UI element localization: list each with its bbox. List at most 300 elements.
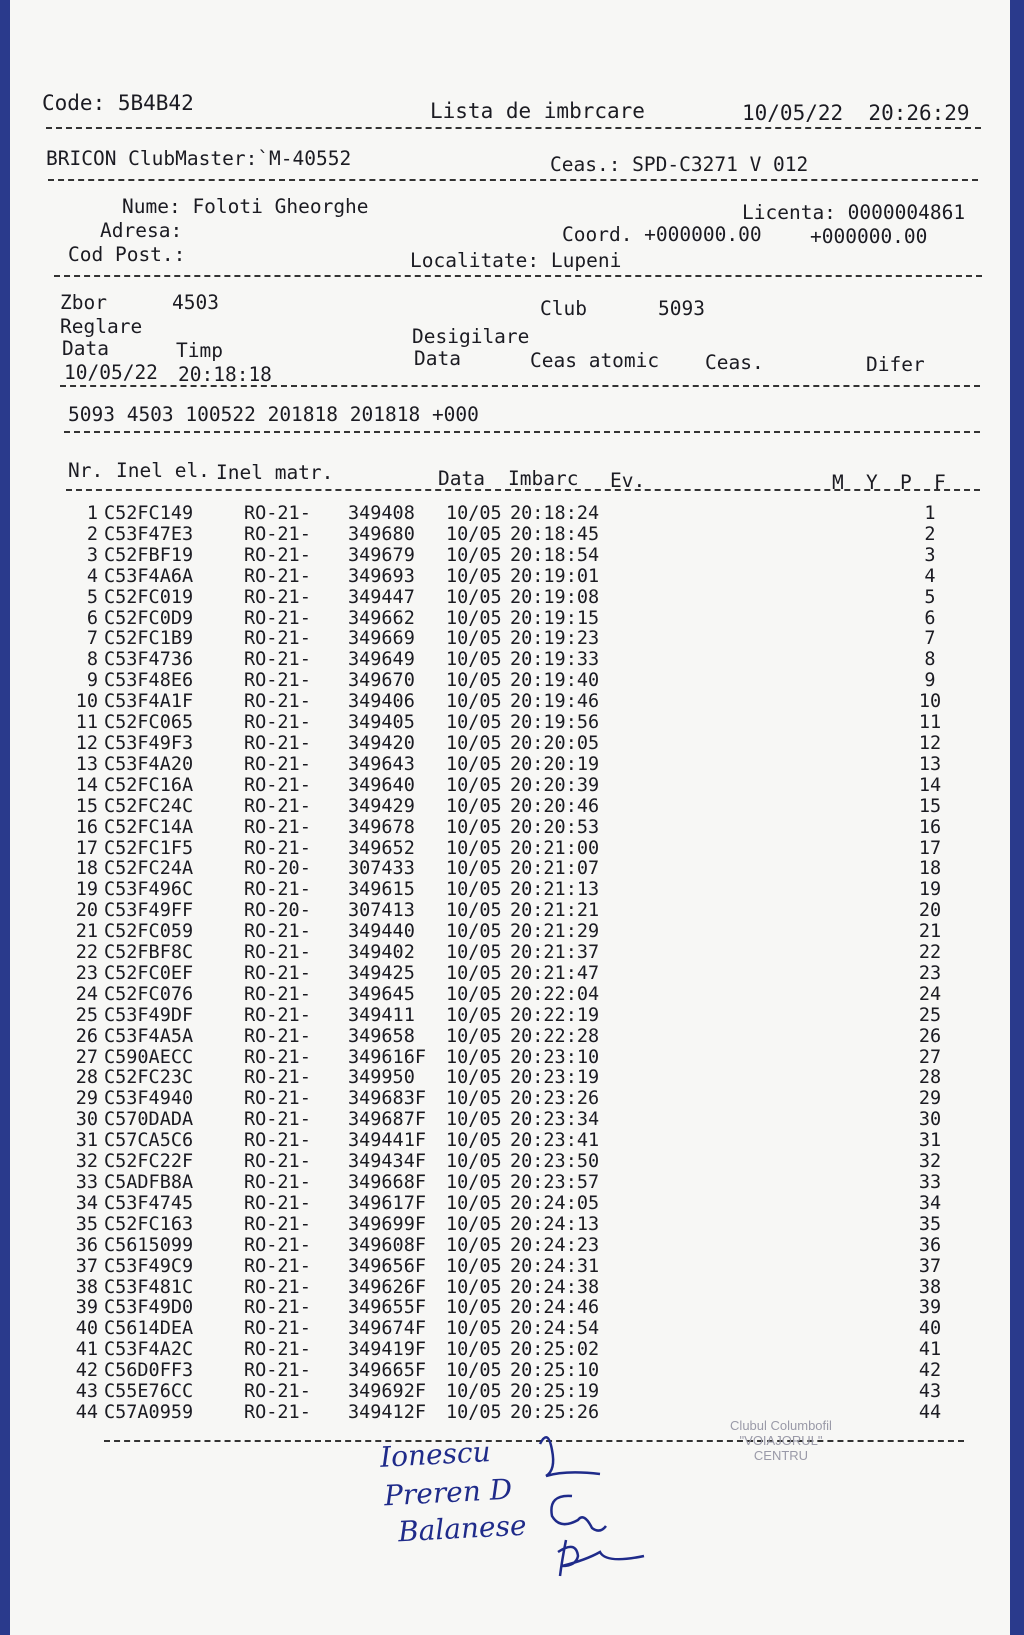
ring-number: 349645 — [348, 983, 415, 1005]
ring-prefix: RO-21- — [244, 1088, 311, 1110]
table-row — [40, 985, 950, 1006]
ring-prefix: RO-21- — [244, 1401, 311, 1423]
ring-electronic: C590AECC — [104, 1046, 194, 1068]
m-value: 14 — [918, 774, 942, 796]
ring-prefix: RO-21- — [244, 732, 311, 754]
row-number: 42 — [75, 1360, 98, 1382]
ring-number: 349652 — [348, 837, 415, 859]
ring-prefix: RO-21- — [244, 691, 311, 713]
m-value: 1 — [924, 503, 936, 524]
boarding-date: 10/05 — [446, 1213, 502, 1235]
table-row — [40, 504, 950, 525]
row-number: 20 — [75, 900, 98, 922]
row-number: 17 — [75, 837, 98, 859]
row-number: 16 — [75, 816, 98, 838]
address-label: Adresa: — [100, 219, 183, 242]
m-value: 27 — [918, 1046, 942, 1068]
ring-prefix: RO-21- — [244, 670, 311, 692]
stamp-line-1: Clubul Columbofil — [730, 1418, 832, 1433]
club-number: 5093 — [658, 297, 705, 320]
date-label: Data — [62, 337, 109, 360]
boarding-time: 20:23:57 — [510, 1172, 600, 1193]
table-row — [40, 1382, 950, 1403]
ring-electronic: C52FC019 — [104, 586, 194, 608]
m-value: 32 — [918, 1151, 942, 1173]
m-value: 20 — [918, 900, 942, 922]
m-value: 39 — [918, 1297, 942, 1319]
boarding-time: 20:19:33 — [510, 649, 600, 671]
m-value: 40 — [918, 1318, 942, 1340]
row-number: 44 — [75, 1401, 98, 1423]
m-value: 19 — [918, 879, 942, 901]
ring-prefix: RO-21- — [244, 753, 311, 775]
ring-number: 349441F — [348, 1130, 426, 1152]
row-number: 39 — [75, 1297, 98, 1319]
ring-number: 349950 — [348, 1067, 415, 1089]
boarding-time: 20:23:10 — [510, 1046, 600, 1068]
m-value: 25 — [918, 1004, 942, 1026]
boarding-date: 10/05 — [446, 858, 502, 880]
col-event: Ev. — [610, 469, 646, 492]
boarding-time: 20:19:23 — [510, 628, 600, 650]
ring-electronic: C52FC149 — [104, 503, 194, 524]
postal-code-label: Cod Post.: — [68, 243, 186, 266]
ring-number: 349640 — [348, 774, 415, 796]
divider — [66, 489, 980, 491]
table-row — [40, 1319, 950, 1340]
ring-electronic: C52FC1F5 — [104, 837, 194, 859]
ring-prefix: RO-21- — [244, 1192, 311, 1214]
boarding-date: 10/05 — [446, 1004, 502, 1026]
signature-name-1: Ionescu — [379, 1435, 492, 1474]
table-row — [40, 859, 950, 880]
col-date: Data — [438, 467, 485, 490]
table-row — [40, 1048, 950, 1069]
ring-prefix: RO-21- — [244, 879, 311, 901]
ring-number: 349692F — [348, 1381, 426, 1403]
boarding-time: 20:25:19 — [510, 1381, 600, 1403]
ring-electronic: C52FC24C — [104, 795, 194, 817]
row-number: 18 — [75, 858, 98, 880]
ring-prefix: RO-21- — [244, 1067, 311, 1089]
ring-prefix: RO-21- — [244, 1004, 311, 1026]
ring-number: 349658 — [348, 1025, 415, 1047]
ring-prefix: RO-21- — [244, 983, 311, 1005]
boarding-date: 10/05 — [446, 900, 502, 922]
ring-prefix: RO-21- — [244, 712, 311, 734]
summary-line: 5093 4503 100522 201818 201818 +000 — [68, 403, 479, 426]
ring-electronic: C570DADA — [104, 1109, 194, 1131]
unsealing-label: Desigilare — [412, 325, 530, 348]
row-number: 14 — [75, 774, 98, 796]
boarding-date: 10/05 — [446, 942, 502, 964]
boarding-date: 10/05 — [446, 732, 502, 754]
table-row — [40, 1215, 950, 1236]
m-value: 44 — [918, 1401, 942, 1423]
table-row — [40, 692, 950, 713]
row-number: 8 — [86, 649, 98, 671]
ring-number: 349668F — [348, 1172, 426, 1193]
ring-number: 349440 — [348, 921, 415, 943]
boarding-date: 10/05 — [446, 1192, 502, 1214]
ring-prefix: RO-21- — [244, 942, 311, 964]
ring-number: 349402 — [348, 942, 415, 964]
boarding-date: 10/05 — [446, 962, 502, 984]
ring-prefix: RO-21- — [244, 1046, 311, 1068]
boarding-date: 10/05 — [446, 1297, 502, 1319]
ring-number: 349617F — [348, 1192, 426, 1214]
m-value: 3 — [924, 544, 936, 566]
boarding-time: 20:22:04 — [510, 983, 600, 1005]
boarding-time: 20:20:46 — [510, 795, 600, 817]
boarding-table — [40, 504, 950, 1424]
row-number: 12 — [75, 732, 98, 754]
m-value: 13 — [918, 753, 942, 775]
row-number: 31 — [75, 1130, 98, 1152]
row-number: 27 — [75, 1046, 98, 1068]
ring-number: 349429 — [348, 795, 415, 817]
ring-prefix: RO-20- — [244, 900, 311, 922]
row-number: 13 — [75, 753, 98, 775]
ring-prefix: RO-21- — [244, 1130, 311, 1152]
table-row — [40, 839, 950, 860]
boarding-date: 10/05 — [446, 712, 502, 734]
ring-number: 349608F — [348, 1234, 426, 1256]
ring-electronic: C53F49D0 — [104, 1297, 194, 1319]
row-number: 19 — [75, 879, 98, 901]
divider — [64, 431, 980, 433]
ring-prefix: RO-21- — [244, 921, 311, 943]
boarding-date: 10/05 — [446, 1401, 502, 1423]
ring-number: 349408 — [348, 503, 415, 524]
m-value: 36 — [918, 1234, 942, 1256]
table-row — [40, 1131, 950, 1152]
boarding-date: 10/05 — [446, 586, 502, 608]
row-number: 21 — [75, 921, 98, 943]
divider — [46, 127, 981, 129]
boarding-time: 20:25:26 — [510, 1401, 600, 1423]
boarding-time: 20:19:01 — [510, 565, 600, 587]
boarding-date: 10/05 — [446, 1381, 502, 1403]
boarding-time: 20:25:10 — [510, 1360, 600, 1382]
setting-label: Reglare — [60, 315, 143, 338]
club-stamp — [686, 1418, 876, 1463]
boarding-date: 10/05 — [446, 1339, 502, 1361]
ring-number: 349662 — [348, 607, 415, 629]
row-number: 25 — [75, 1004, 98, 1026]
table-row — [40, 1257, 950, 1278]
code-label: Code: 5B4B42 — [42, 91, 194, 115]
ring-prefix: RO-21- — [244, 816, 311, 838]
table-row — [40, 1278, 950, 1299]
m-value: 17 — [918, 837, 942, 859]
boarding-date: 10/05 — [446, 1130, 502, 1152]
table-row — [40, 1152, 950, 1173]
ring-prefix: RO-21- — [244, 607, 311, 629]
ring-electronic: C52FC163 — [104, 1213, 194, 1235]
setting-date: 10/05/22 — [64, 361, 158, 384]
ring-number: 349447 — [348, 586, 415, 608]
row-number: 22 — [75, 942, 98, 964]
row-number: 29 — [75, 1088, 98, 1110]
m-value: 30 — [918, 1109, 942, 1131]
boarding-date: 10/05 — [446, 795, 502, 817]
m-value: 8 — [924, 649, 936, 671]
boarding-date: 10/05 — [446, 523, 502, 545]
boarding-time: 20:22:28 — [510, 1025, 600, 1047]
ring-electronic: C52FC14A — [104, 816, 194, 838]
ring-number: 349656F — [348, 1255, 426, 1277]
boarding-date: 10/05 — [446, 1088, 502, 1110]
row-number: 28 — [75, 1067, 98, 1089]
ring-number: 349680 — [348, 523, 415, 545]
ring-prefix: RO-21- — [244, 1255, 311, 1277]
col-boarding: Imbarc — [508, 467, 579, 490]
row-number: 32 — [75, 1151, 98, 1173]
table-row — [40, 1089, 950, 1110]
ring-prefix: RO-21- — [244, 1151, 311, 1173]
ring-prefix: RO-20- — [244, 858, 311, 880]
m-value: 29 — [918, 1088, 942, 1110]
m-value: 35 — [918, 1213, 942, 1235]
ring-electronic: C5615099 — [104, 1234, 194, 1256]
row-number: 9 — [86, 670, 98, 692]
table-row — [40, 1006, 950, 1027]
boarding-time: 20:24:54 — [510, 1318, 600, 1340]
boarding-time: 20:18:54 — [510, 544, 600, 566]
ring-electronic: C53F4736 — [104, 649, 194, 671]
ring-prefix: RO-21- — [244, 1297, 311, 1319]
ring-electronic: C57CA5C6 — [104, 1130, 194, 1152]
boarding-date: 10/05 — [446, 879, 502, 901]
ring-electronic: C53F4A1F — [104, 691, 194, 713]
boarding-time: 20:21:07 — [510, 858, 600, 880]
ring-number: 349434F — [348, 1151, 426, 1173]
row-number: 36 — [75, 1234, 98, 1256]
license-number: Licenta: 0000004861 — [742, 201, 966, 224]
ring-prefix: RO-21- — [244, 565, 311, 587]
owner-name: Nume: Foloti Gheorghe — [122, 195, 369, 218]
ring-number: 349411 — [348, 1004, 415, 1026]
m-value: 5 — [924, 586, 936, 608]
boarding-date: 10/05 — [446, 649, 502, 671]
boarding-date: 10/05 — [446, 1067, 502, 1089]
ring-electronic: C52FC22F — [104, 1151, 194, 1173]
ring-electronic: C53F4745 — [104, 1192, 194, 1214]
club-label: Club — [540, 297, 587, 320]
row-number: 23 — [75, 962, 98, 984]
boarding-date: 10/05 — [446, 1255, 502, 1277]
boarding-time: 20:20:19 — [510, 753, 600, 775]
row-number: 6 — [86, 607, 98, 629]
ring-number: 349615 — [348, 879, 415, 901]
m-value: 15 — [918, 795, 942, 817]
row-number: 1 — [86, 503, 98, 524]
m-value: 2 — [924, 523, 936, 545]
table-row — [40, 525, 950, 546]
m-value: 11 — [918, 712, 942, 734]
m-value: 16 — [918, 816, 942, 838]
row-number: 26 — [75, 1025, 98, 1047]
col-f: F — [934, 471, 946, 494]
table-row — [40, 609, 950, 630]
ring-electronic: C52FC1B9 — [104, 628, 194, 650]
boarding-time: 20:18:24 — [510, 503, 600, 524]
ring-electronic: C57A0959 — [104, 1401, 194, 1423]
stamp-line-3: CENTRU — [753, 1448, 809, 1463]
ring-number: 349412F — [348, 1401, 426, 1423]
ring-electronic: C52FC0EF — [104, 962, 194, 984]
table-row — [40, 1068, 950, 1089]
table-row — [40, 1194, 950, 1215]
row-number: 24 — [75, 983, 98, 1005]
ring-number: 349616F — [348, 1046, 426, 1068]
stamp-line-2: "VOIAJORUL" — [739, 1433, 823, 1448]
ring-number: 349669 — [348, 628, 415, 650]
ring-prefix: RO-21- — [244, 1213, 311, 1235]
table-row — [40, 964, 950, 985]
m-value: 4 — [924, 565, 936, 587]
boarding-time: 20:23:41 — [510, 1130, 600, 1152]
m-value: 21 — [918, 921, 942, 943]
flight-label: Zbor — [60, 291, 107, 314]
m-value: 6 — [924, 607, 936, 629]
ring-electronic: C56D0FF3 — [104, 1360, 194, 1382]
ring-number: 349693 — [348, 565, 415, 587]
table-row — [40, 567, 950, 588]
ring-electronic: C52FC24A — [104, 858, 194, 880]
boarding-date: 10/05 — [446, 628, 502, 650]
boarding-time: 20:23:50 — [510, 1151, 600, 1173]
ring-number: 307433 — [348, 858, 415, 880]
m-value: 10 — [918, 691, 942, 713]
document-title: Lista de imbrcare — [430, 99, 645, 123]
ring-electronic: C52FC23C — [104, 1067, 194, 1089]
row-number: 41 — [75, 1339, 98, 1361]
ring-number: 349674F — [348, 1318, 426, 1340]
ring-electronic: C53F49F3 — [104, 732, 194, 754]
setting-time: 20:18:18 — [178, 363, 272, 386]
ring-electronic: C52FC0D9 — [104, 607, 194, 629]
row-number: 11 — [75, 712, 98, 734]
m-value: 18 — [918, 858, 942, 880]
ring-electronic: C52FC076 — [104, 983, 194, 1005]
m-value: 37 — [918, 1255, 942, 1277]
table-row — [40, 734, 950, 755]
ring-number: 349649 — [348, 649, 415, 671]
boarding-date: 10/05 — [446, 1276, 502, 1298]
boarding-time: 20:21:47 — [510, 962, 600, 984]
boarding-time: 20:18:45 — [510, 523, 600, 545]
clock-label: Ceas. — [705, 351, 764, 374]
m-value: 12 — [918, 732, 942, 754]
row-number: 5 — [86, 586, 98, 608]
table-row — [40, 943, 950, 964]
row-number: 35 — [75, 1213, 98, 1235]
ring-prefix: RO-21- — [244, 523, 311, 545]
boarding-date: 10/05 — [446, 753, 502, 775]
row-number: 15 — [75, 795, 98, 817]
boarding-time: 20:23:19 — [510, 1067, 600, 1089]
signature-name-2: Preren D — [383, 1472, 513, 1513]
m-value: 22 — [918, 942, 942, 964]
boarding-date: 10/05 — [446, 607, 502, 629]
table-row — [40, 1298, 950, 1319]
ring-electronic: C53F4940 — [104, 1088, 194, 1110]
ring-number: 349406 — [348, 691, 415, 713]
coordinates: Coord. +000000.00 — [562, 223, 762, 246]
ring-electronic: C53F4A5A — [104, 1025, 194, 1047]
boarding-date: 10/05 — [446, 983, 502, 1005]
boarding-date: 10/05 — [446, 1318, 502, 1340]
row-number: 3 — [86, 544, 98, 566]
ring-number: 349626F — [348, 1276, 426, 1298]
ring-prefix: RO-21- — [244, 962, 311, 984]
ring-electronic: C5ADFB8A — [104, 1172, 194, 1193]
boarding-time: 20:25:02 — [510, 1339, 600, 1361]
ring-electronic: C53F4A6A — [104, 565, 194, 587]
ring-number: 349643 — [348, 753, 415, 775]
m-value: 38 — [918, 1276, 942, 1298]
table-row — [40, 671, 950, 692]
time-label: Timp — [176, 339, 223, 362]
ring-electronic: C53F47E3 — [104, 523, 194, 545]
m-value: 43 — [918, 1381, 942, 1403]
date2-label: Data — [414, 347, 461, 370]
boarding-date: 10/05 — [446, 816, 502, 838]
boarding-time: 20:21:13 — [510, 879, 600, 901]
ring-electronic: C53F4A2C — [104, 1339, 194, 1361]
ring-prefix: RO-21- — [244, 1025, 311, 1047]
m-value: 23 — [918, 962, 942, 984]
ring-electronic: C53F4A20 — [104, 753, 194, 775]
table-row — [40, 629, 950, 650]
boarding-time: 20:21:00 — [510, 837, 600, 859]
boarding-time: 20:24:13 — [510, 1213, 600, 1235]
ring-electronic: C52FC059 — [104, 921, 194, 943]
ring-electronic: C52FBF19 — [104, 544, 194, 566]
coordinates-2: +000000.00 — [810, 225, 928, 248]
print-datetime: 10/05/22 20:26:29 — [742, 101, 970, 125]
atomic-clock-label: Ceas atomic — [530, 349, 660, 372]
ring-prefix: RO-21- — [244, 1360, 311, 1382]
clock-id: Ceas.: SPD-C3271 V 012 — [550, 153, 809, 176]
boarding-date: 10/05 — [446, 1046, 502, 1068]
boarding-date: 10/05 — [446, 565, 502, 587]
table-row — [40, 797, 950, 818]
row-number: 7 — [86, 628, 98, 650]
col-m: M — [832, 471, 844, 494]
ring-electronic: C55E76CC — [104, 1381, 194, 1403]
ring-prefix: RO-21- — [244, 1381, 311, 1403]
ring-number: 349679 — [348, 544, 415, 566]
boarding-time: 20:20:53 — [510, 816, 600, 838]
ring-number: 349405 — [348, 712, 415, 734]
row-number: 30 — [75, 1109, 98, 1131]
row-number: 37 — [75, 1255, 98, 1277]
boarding-date: 10/05 — [446, 921, 502, 943]
ring-number: 349699F — [348, 1213, 426, 1235]
boarding-time: 20:24:46 — [510, 1297, 600, 1319]
row-number: 33 — [75, 1172, 98, 1193]
boarding-time: 20:20:39 — [510, 774, 600, 796]
row-number: 34 — [75, 1192, 98, 1214]
boarding-time: 20:21:37 — [510, 942, 600, 964]
table-row — [40, 880, 950, 901]
ring-prefix: RO-21- — [244, 544, 311, 566]
m-value: 9 — [924, 670, 936, 692]
table-row — [40, 818, 950, 839]
